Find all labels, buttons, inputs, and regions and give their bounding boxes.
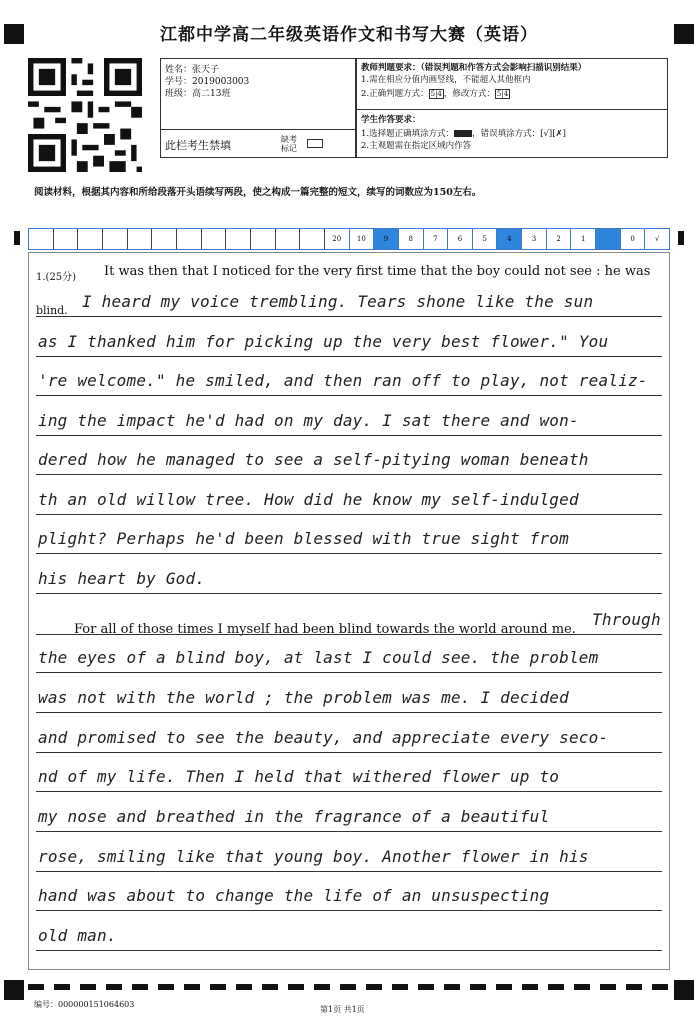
student-rule-1: 1.选择题正确填涂方式： ，错误填涂方式：[√][✗] — [361, 129, 566, 139]
page-title: 江都中学高二年级英语作文和书写大赛（英语） — [160, 25, 538, 45]
ruled-line — [36, 871, 662, 872]
absent-mark-box[interactable] — [307, 139, 323, 148]
modify-mark-sample: 5|4 — [496, 90, 509, 98]
handwriting-line: my nose and breathed in the fragrance of a beautiful — [38, 807, 550, 826]
score-cell[interactable] — [128, 229, 153, 249]
student-class: 班级：高二13班 — [165, 89, 231, 99]
student-info-box — [160, 58, 356, 158]
score-cell[interactable] — [103, 229, 128, 249]
ruled-line — [36, 910, 662, 911]
qr-code-icon — [28, 58, 142, 172]
handwriting-line: hand was about to change the life of an unsuspecting — [38, 886, 550, 905]
ruled-line — [36, 435, 662, 436]
score-cell[interactable]: 2 — [547, 229, 572, 249]
page-number: 第1页 共1页 — [320, 1005, 365, 1014]
score-cell[interactable]: 3 — [522, 229, 547, 249]
alignment-mark-left — [14, 231, 20, 245]
prompt-sentence-1-end: blind. — [36, 304, 68, 317]
instruction-text: 阅读材料，根据其内容和所给段落开头语续写两段，使之构成一篇完整的短文，续写的词数应为150左右。 — [34, 187, 482, 198]
score-cell[interactable] — [596, 229, 621, 249]
serial-number: 编号：000000151064603 — [34, 1000, 135, 1009]
teacher-rule-1: 1.需在相应分值内画竖线，不能超入其他框内 — [361, 75, 531, 85]
teacher-rule-2: 2.正确判题方式： 5|4 ，修改方式： 5|4 — [361, 89, 509, 99]
score-cell[interactable] — [152, 229, 177, 249]
ruled-line — [36, 553, 662, 554]
student-rule-2: 2.主观题需在指定区域内作答 — [361, 141, 472, 151]
handwriting-line: as I thanked him for picking up the very best flower." You — [38, 332, 609, 351]
score-cell[interactable]: 20 — [325, 229, 350, 249]
score-cell[interactable]: 5 — [473, 229, 498, 249]
ruled-line — [36, 316, 662, 317]
score-cell[interactable] — [251, 229, 276, 249]
ruled-line — [36, 712, 662, 713]
student-rules-header: 学生作答要求： — [361, 115, 421, 125]
score-cell[interactable] — [276, 229, 301, 249]
score-cell[interactable]: 4 — [497, 229, 522, 249]
handwriting-line: I heard my voice trembling. Tears shone like the sun — [82, 292, 594, 311]
no-fill-label: 此栏考生禁填 — [165, 139, 231, 152]
student-id: 学号：2019003003 — [165, 77, 250, 87]
ruled-line — [36, 752, 662, 753]
corner-mark-bottom-right — [674, 980, 694, 1000]
handwriting-line: nd of my life. Then I held that withered flower up to — [38, 767, 560, 786]
rules-box — [356, 58, 668, 158]
ruled-line — [36, 474, 662, 475]
handwriting-line: dered how he managed to see a self-pitying woman beneath — [38, 450, 589, 469]
ruled-line — [36, 950, 662, 951]
bottom-timing-marks — [28, 984, 668, 990]
ruled-line — [36, 593, 662, 594]
handwriting-line: old man. — [38, 926, 117, 945]
student-name: 姓名：张天子 — [165, 65, 220, 75]
ruled-line — [36, 634, 662, 635]
handwriting-line: plight? Perhaps he'd been blessed with true sight from — [38, 529, 569, 548]
score-bar — [28, 228, 670, 250]
score-cell[interactable] — [29, 229, 54, 249]
score-cell[interactable] — [202, 229, 227, 249]
handwriting-line: rose, smiling like that young boy. Another flower in his — [38, 847, 589, 866]
handwriting-line: Through — [592, 610, 661, 629]
prompt-sentence-1: It was then that I noticed for the very first time that the boy could not see : he was — [104, 264, 651, 279]
filled-bubble-sample — [454, 130, 472, 137]
ruled-line — [36, 356, 662, 357]
ruled-line — [36, 791, 662, 792]
ruled-line — [36, 831, 662, 832]
ruled-line — [36, 672, 662, 673]
score-cell[interactable]: 1 — [571, 229, 596, 249]
score-cell[interactable]: 8 — [399, 229, 424, 249]
handwriting-line: th an old willow tree. How did he know my self-indulged — [38, 490, 579, 509]
score-cell[interactable]: 9 — [374, 229, 399, 249]
score-cell[interactable] — [177, 229, 202, 249]
score-cell[interactable]: 7 — [424, 229, 449, 249]
alignment-mark-right — [678, 231, 684, 245]
teacher-rules-header: 教师判题要求：（错误判题和作答方式会影响扫描识别结果） — [361, 63, 587, 73]
handwriting-line: 're welcome." he smiled, and then ran off to play, not realiz- — [38, 371, 648, 390]
question-number: 1.(25分) — [36, 272, 77, 283]
correct-mark-sample: 5|4 — [430, 90, 442, 98]
corner-mark-bottom-left — [4, 980, 24, 1000]
handwriting-line: his heart by God. — [38, 569, 206, 588]
absent-mark-label: 缺考标记 — [281, 135, 297, 153]
score-cell[interactable] — [78, 229, 103, 249]
ruled-line — [36, 514, 662, 515]
handwriting-line: the eyes of a blind boy, at last I could see. the problem — [38, 648, 599, 667]
handwriting-line: was not with the world ; the problem was me. I decided — [38, 688, 569, 707]
score-cell[interactable] — [54, 229, 79, 249]
ruled-line — [36, 395, 662, 396]
handwriting-line: ing the impact he'd had on my day. I sat there and won- — [38, 411, 579, 430]
score-cell[interactable] — [226, 229, 251, 249]
score-cell[interactable]: 10 — [350, 229, 375, 249]
score-cell[interactable] — [300, 229, 325, 249]
prompt-sentence-2: For all of those times I myself had been blind towards the world around me. — [74, 622, 576, 637]
score-cell[interactable]: √ — [655, 235, 660, 243]
score-cell[interactable]: 0 — [621, 229, 646, 249]
handwriting-line: and promised to see the beauty, and appreciate every seco- — [38, 728, 609, 747]
score-cell[interactable]: 6 — [448, 229, 473, 249]
